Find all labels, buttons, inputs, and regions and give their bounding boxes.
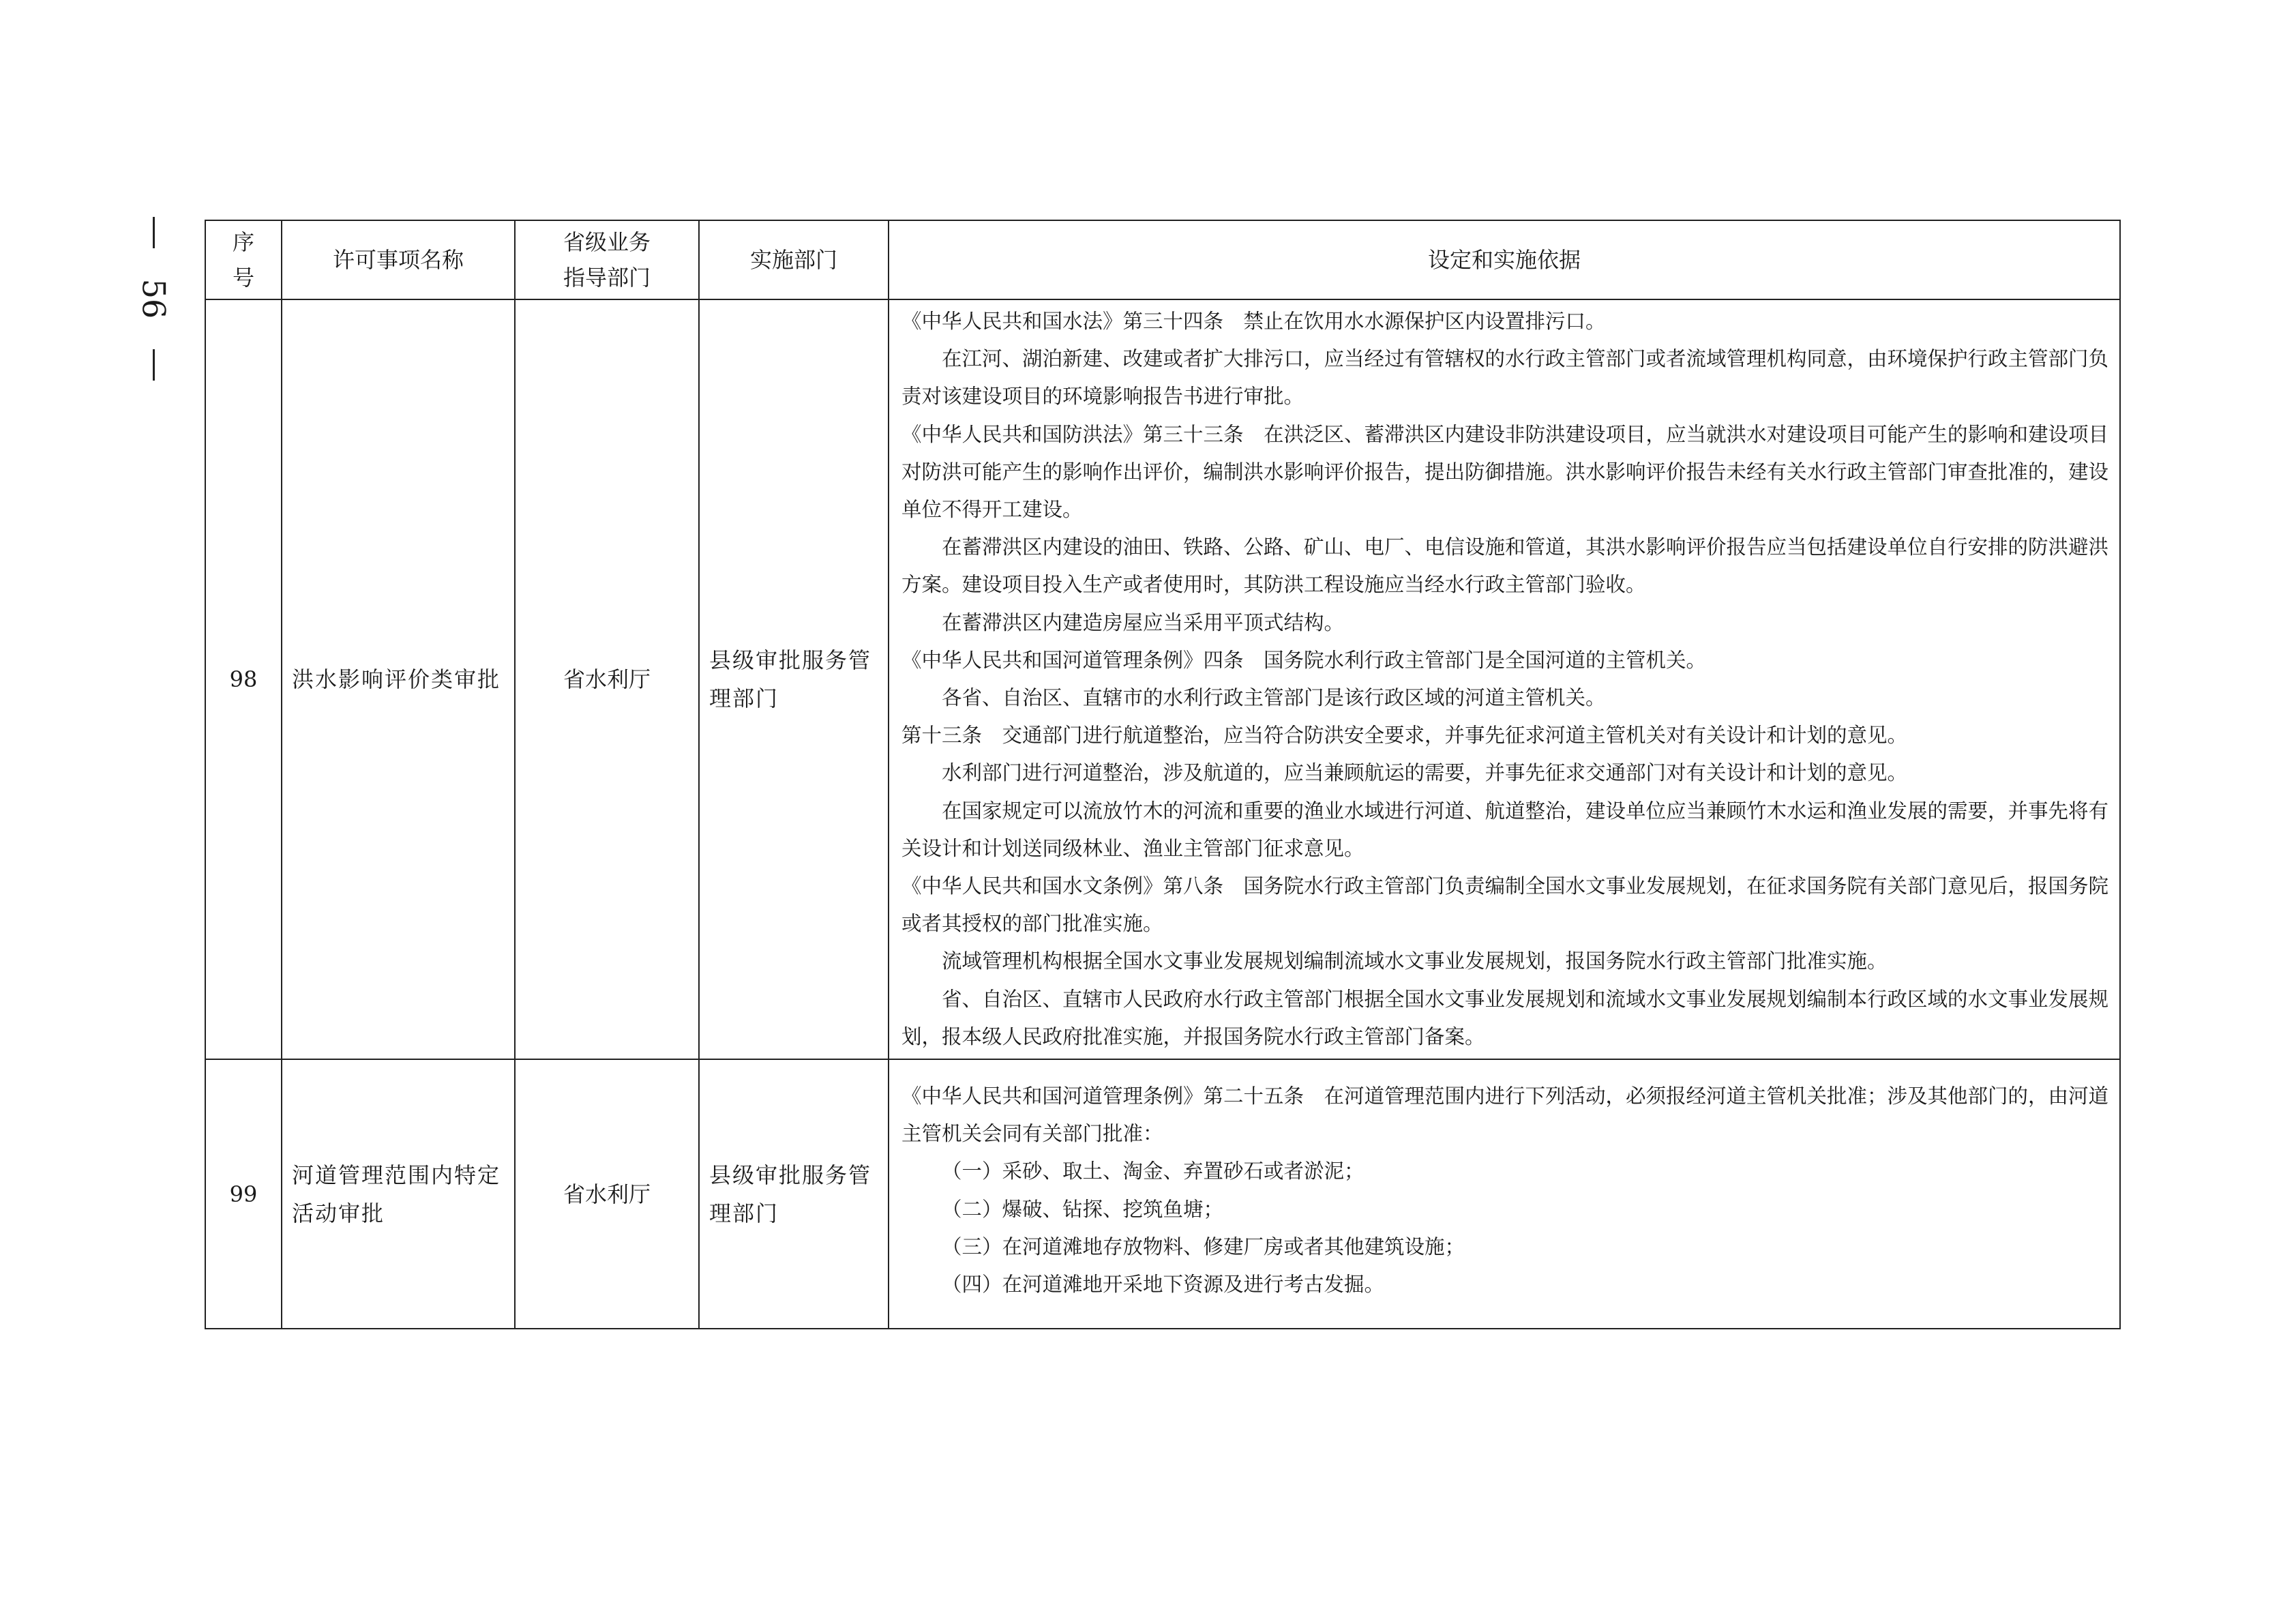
table-header	[205, 220, 2120, 299]
basis-paragraph: 《中华人民共和国河道管理条例》四条 国务院水利行政主管部门是全国河道的主管机关。	[901, 648, 1707, 672]
basis-paragraph: （一）采砂、取土、淘金、弃置砂石或者淤泥；	[942, 1160, 1365, 1183]
basis-paragraph: 在国家规定可以流放竹木的河流和重要的渔业水域进行河道、航道整治，建设单位应当兼顾竹木水运和渔业发展的需要，并事先将有关设计和计划送同级林业、渔业主管部门征求意见。	[901, 799, 2109, 860]
basis-paragraph: （四）在河道滩地开采地下资源及进行考古发掘。	[942, 1273, 1385, 1297]
row-impl-dept: 县级审批服务管理部门	[699, 299, 889, 1059]
basis-paragraph: 《中华人民共和国防洪法》第三十三条 在洪泛区、蓄滞洪区内建设非防洪建设项目，应当就洪水对建设项目可能产生的影响和建设项目对防洪可能产生的影响作出评价，编制洪水影响评价报告，提出防御措施。洪水影响评价报告未经有关水行政主管部门审查批准的，建设单位不得开工建设。	[901, 422, 2109, 522]
basis-paragraph: （三）在河道滩地存放物料、修建厂房或者其他建筑设施；	[942, 1235, 1465, 1258]
row-provincial-dept: 省水利厅	[515, 299, 699, 1059]
row-item-name: 河道管理范围内特定活动审批	[282, 1059, 515, 1329]
row-provincial-dept: 省水利厅	[515, 1059, 699, 1329]
basis-paragraph: 各省、自治区、直辖市的水利行政主管部门是该行政区域的河道主管机关。	[942, 686, 1606, 710]
basis-paragraph: （二）爆破、钻探、挖筑鱼塘；	[942, 1197, 1224, 1221]
row-basis	[889, 299, 2120, 1059]
basis-paragraph: 水利部门进行河道整治，涉及航道的，应当兼顾航运的需要，并事先征求交通部门对有关设计和计划的意见。	[942, 761, 1908, 785]
basis-paragraph: 第十三条 交通部门进行航道整治，应当符合防洪安全要求，并事先征求河道主管机关对有关设计和计划的意见。	[901, 724, 1908, 748]
row-basis	[889, 1059, 2120, 1329]
basis-paragraph: 在蓄滞洪区内建设的油田、铁路、公路、矿山、电厂、电信设施和管道，其洪水影响评价报告应当包括建设单位自行安排的防洪避洪方案。建设项目投入生产或者使用时，其防洪工程设施应当经水行政主管部门验收。	[901, 535, 2109, 597]
basis-paragraph: 省、自治区、直辖市人民政府水行政主管部门根据全国水文事业发展规划和流域水文事业发展规划编制本行政区域的水文事业发展规划，报本级人民政府批准实施，并报国务院水行政主管部门备案。	[901, 987, 2109, 1048]
basis-paragraph: 《中华人民共和国水文条例》第八条 国务院水行政主管部门负责编制全国水文事业发展规划，在征求国务院有关部门意见后，报国务院或者其授权的部门批准实施。	[901, 874, 2109, 936]
header-item-name: 许可事项名称	[282, 220, 515, 299]
row-item-name: 洪水影响评价类审批	[282, 299, 515, 1059]
page-number-dash-bottom	[153, 349, 155, 381]
header-seq-label: 序号	[232, 229, 254, 291]
header-impl-dept: 实施部门	[699, 220, 889, 299]
basis-paragraph: 流域管理机构根据全国水文事业发展规划编制流域水文事业发展规划，报国务院水行政主管部门批准实施。	[942, 949, 1888, 973]
header-provincial-dept	[515, 220, 699, 299]
basis-paragraph: 《中华人民共和国水法》第三十四条 禁止在饮用水水源保护区内设置排污口。	[901, 310, 1606, 333]
table-row	[205, 299, 2120, 1059]
table-row	[205, 1059, 2120, 1329]
basis-paragraph: 《中华人民共和国河道管理条例》第二十五条 在河道管理范围内进行下列活动，必须报经河道主管机关批准；涉及其他部门的，由河道主管机关会同有关部门批准：	[901, 1084, 2109, 1146]
header-seq	[205, 220, 282, 299]
page-number-dash-top	[153, 217, 155, 248]
permit-table	[205, 220, 2121, 1329]
basis-paragraph: 在蓄滞洪区内建造房屋应当采用平顶式结构。	[942, 610, 1345, 634]
row-impl-dept: 县级审批服务管理部门	[699, 1059, 889, 1329]
header-basis: 设定和实施依据	[889, 220, 2120, 299]
header-provincial-dept-label: 省级业务指导部门	[563, 229, 651, 291]
table-body	[205, 299, 2120, 1329]
page-number	[130, 217, 177, 381]
page-number-text: 56	[134, 278, 172, 319]
row-seq: 99	[205, 1059, 282, 1329]
basis-paragraph: 在江河、湖泊新建、改建或者扩大排污口，应当经过有管辖权的水行政主管部门或者流域管理机构同意，由环境保护行政主管部门负责对该建设项目的环境影响报告书进行审批。	[901, 347, 2109, 409]
row-seq: 98	[205, 299, 282, 1059]
